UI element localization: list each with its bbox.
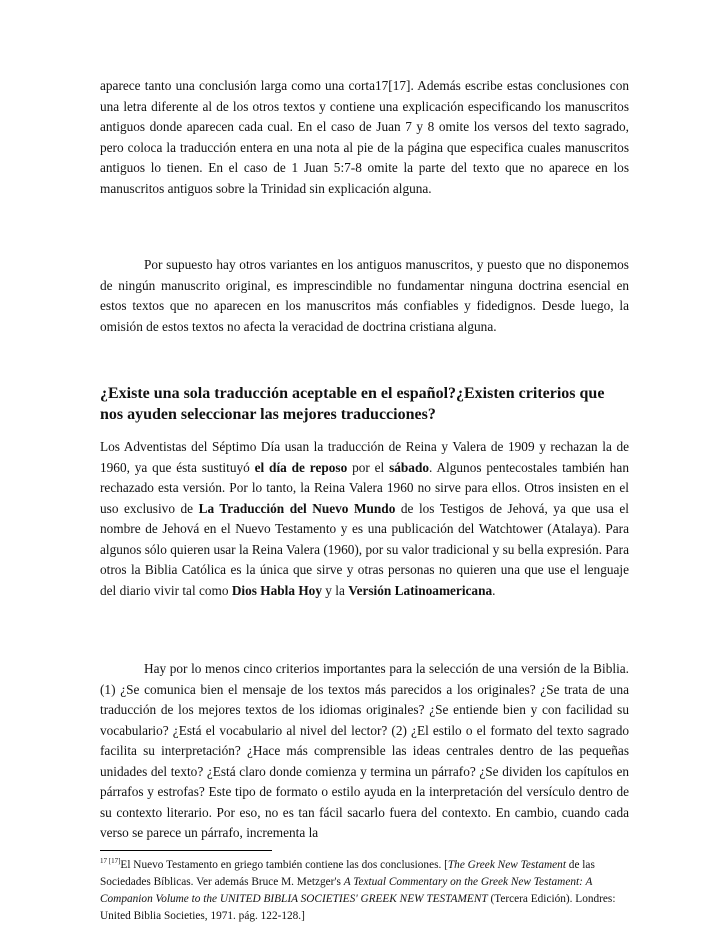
paragraph-4: Hay por lo menos cinco criterios importantes para la selección de una versión de la Biblia. (1) ¿Se comunica bien el mensaje de los textos más parecidos a los originales? ¿Se trata de una traducción de los mejores textos de los idiomas originales? ¿Se entiende bien y con facilidad su vocabulario? ¿Está el vocabulario al nivel del lector? (2) ¿El estilo o el formato del texto sagrado facilita su interpretación? ¿Hace más comprensible las ideas centrales dentro de las pequeñas unidades del texto? ¿Está claro donde comienza y termina un párrafo? ¿Se dividen los capítulos en párrafos y estrofas? Este tipo de formato o estilo ayuda en la interpretación del versículo dentro de su contexto literario. Por eso, no es tan fácil sacarlo fuera del contexto. En cambio, cuando cada verso se parece un párrafo, incrementa la xyxy=(100,661,629,840)
document-page xyxy=(100,76,629,925)
paragraph-3-bold-3: La Traducción del Nuevo Mundo xyxy=(198,500,396,516)
paragraph-3-text-3: . Algunos pentecostales también han rechazado esta versión. Por lo tanto, la Reina Valera 1960 no sirve para ellos. Otros insisten en el uso exclusivo de xyxy=(100,459,629,516)
footnote-text-3: (Tercera Edición). Londres: United Biblia Societies, 1971. pág. 122-128.] xyxy=(100,892,616,922)
paragraph-3-text-4: de los Testigos de Jehová, ya que usa el nombre de Jehová en el Nuevo Testamento y es una publicación del Watchtower (Atalaya). Para algunos sólo quieren usar la Reina Valera (1960), por su valor tradicional y su bella expresión. Para otros la Biblia Católica es la única que sirve y otras personas no quieren una que use el lenguaje del diario vivir tal como xyxy=(100,500,629,598)
footnote-italic-1: The Greek New Testament xyxy=(447,858,566,871)
paragraph-3-bold-4: Dios Habla Hoy xyxy=(231,582,322,598)
paragraph-3-text-1: Los Adventistas del Séptimo Día usan la traducción de Reina y Valera de 1909 y rechazan la de 1960, ya que ésta sustituyó xyxy=(100,439,629,475)
paragraph-3-bold-2: sábado xyxy=(389,459,430,475)
paragraph-3-text-2: por el xyxy=(347,459,390,475)
paragraph-3-text-5: y la xyxy=(321,582,349,598)
footnote-italic-2: A Textual Commentary on the Greek New Testament: A Companion Volume to the UNITED BIBLIA SOCIETIES' GREEK NEW TESTAMENT xyxy=(100,875,593,905)
footnote xyxy=(100,857,629,925)
footnote-text-2: de las Sociedades Bíblicas. Ver además Bruce M. Metzger's xyxy=(100,858,595,888)
paragraph-2: Por supuesto hay otros variantes en los antiguos manuscritos, y puesto que no disponemos de ningún manuscrito original, es imprescindible no fundamentar ninguna doctrina esencial en estos textos que no aparecen en los manuscritos más confiables y fidedignos. Desde luego, la omisión de estos textos no afecta la veracidad de doctrina cristiana alguna. xyxy=(100,257,629,334)
paragraph-3-bold-5: Versión Latinoamericana xyxy=(348,582,493,598)
footnote-marker: 17 [17] xyxy=(100,856,121,865)
footnote-text-1: El Nuevo Testamento en griego también contiene las dos conclusiones. [ xyxy=(120,858,448,871)
paragraph-3-text-6: . xyxy=(492,582,496,598)
paragraph-3 xyxy=(100,437,629,601)
section-heading: ¿Existe una sola traducción aceptable en el español?¿Existen criterios que nos ayuden seleccionar las mejores traducciones? xyxy=(100,385,605,423)
paragraph-1: aparece tanto una conclusión larga como una corta17[17]. Además escribe estas conclusiones con una letra diferente al de los otros textos y contiene una explicación especificando los manuscritos antiguos donde aparecen cada cual. En el caso de Juan 7 y 8 omite los versos del texto sagrado, pero coloca la traducción entera en una nota al pie de la página que especifica cuales manuscritos antiguos lo tienen. En el caso de 1 Juan 5:7-8 omite la parte del texto que no aparece en los manuscritos antiguos sobre la Trinidad sin explicación alguna. xyxy=(100,78,629,196)
paragraph-3-bold-1: el día de reposo xyxy=(254,459,348,475)
footnote-divider xyxy=(100,850,272,851)
